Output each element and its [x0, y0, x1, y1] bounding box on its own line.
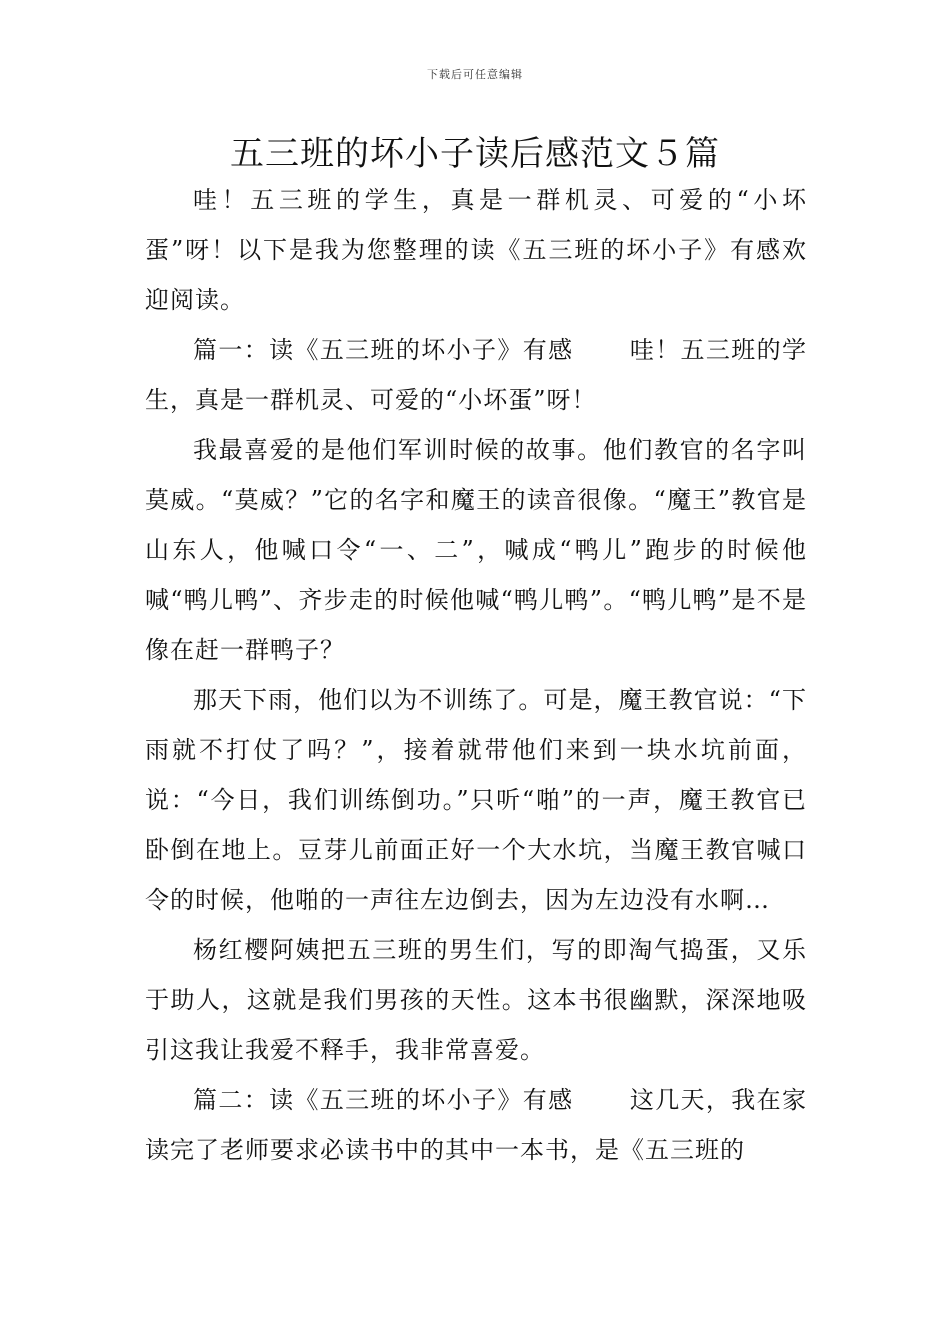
- intro-paragraph: [145, 175, 807, 325]
- section-heading: 篇一：读《五三班的坏小子》有感: [193, 336, 574, 364]
- paragraph-text: 哇！五三班的学生，真是一群机灵、可爱的“小坏蛋”呀！以下是我为您整理的读《五三班的坏小子》有感欢迎阅读。: [145, 186, 807, 314]
- body-paragraph: [145, 425, 807, 675]
- section-one-paragraph: [145, 325, 807, 425]
- paragraph-text: 杨红樱阿姨把五三班的男生们，写的即淘气捣蛋，又乐于助人，这就是我们男孩的天性。这本书很幽默，深深地吸引这我让我爱不释手，我非常喜爱。: [145, 936, 807, 1064]
- document-title: 五三班的坏小子读后感范文５篇: [230, 134, 720, 174]
- body-paragraph: [145, 925, 807, 1075]
- document-body: [145, 175, 807, 1175]
- body-paragraph: [145, 675, 807, 925]
- paragraph-text: 我最喜爱的是他们军训时候的故事。他们教官的名字叫莫威。“莫威？”它的名字和魔王的读音很像。“魔王”教官是山东人，他喊口令“一、二”，喊成“鸭儿”跑步的时候他喊“鸭儿鸭”、齐步走的时候他喊“鸭儿鸭”。“鸭儿鸭”是不是像在赶一群鸭子？: [145, 436, 807, 664]
- paragraph-text: 这几天，我在家读完了老师要求必读书中的其中一本书，是《五三班的: [145, 1086, 808, 1164]
- section-heading: 篇二：读《五三班的坏小子》有感: [193, 1086, 574, 1114]
- section-two-paragraph: [145, 1075, 807, 1175]
- paragraph-text: 那天下雨，他们以为不训练了。可是，魔王教官说：“下雨就不打仗了吗？”，接着就带他们来到一块水坑前面，说：“今日，我们训练倒功。”只听“啪”的一声，魔王教官已卧倒在地上。豆芽儿前面正好一个大水坑，当魔王教官喊口令的时候，他啪的一声往左边倒去，因为左边没有水啊…: [145, 686, 807, 914]
- paragraph-text: 哇！五三班的学生，真是一群机灵、可爱的“小坏蛋”呀！: [145, 336, 808, 414]
- page-header-note: 下载后可任意编辑: [427, 68, 523, 81]
